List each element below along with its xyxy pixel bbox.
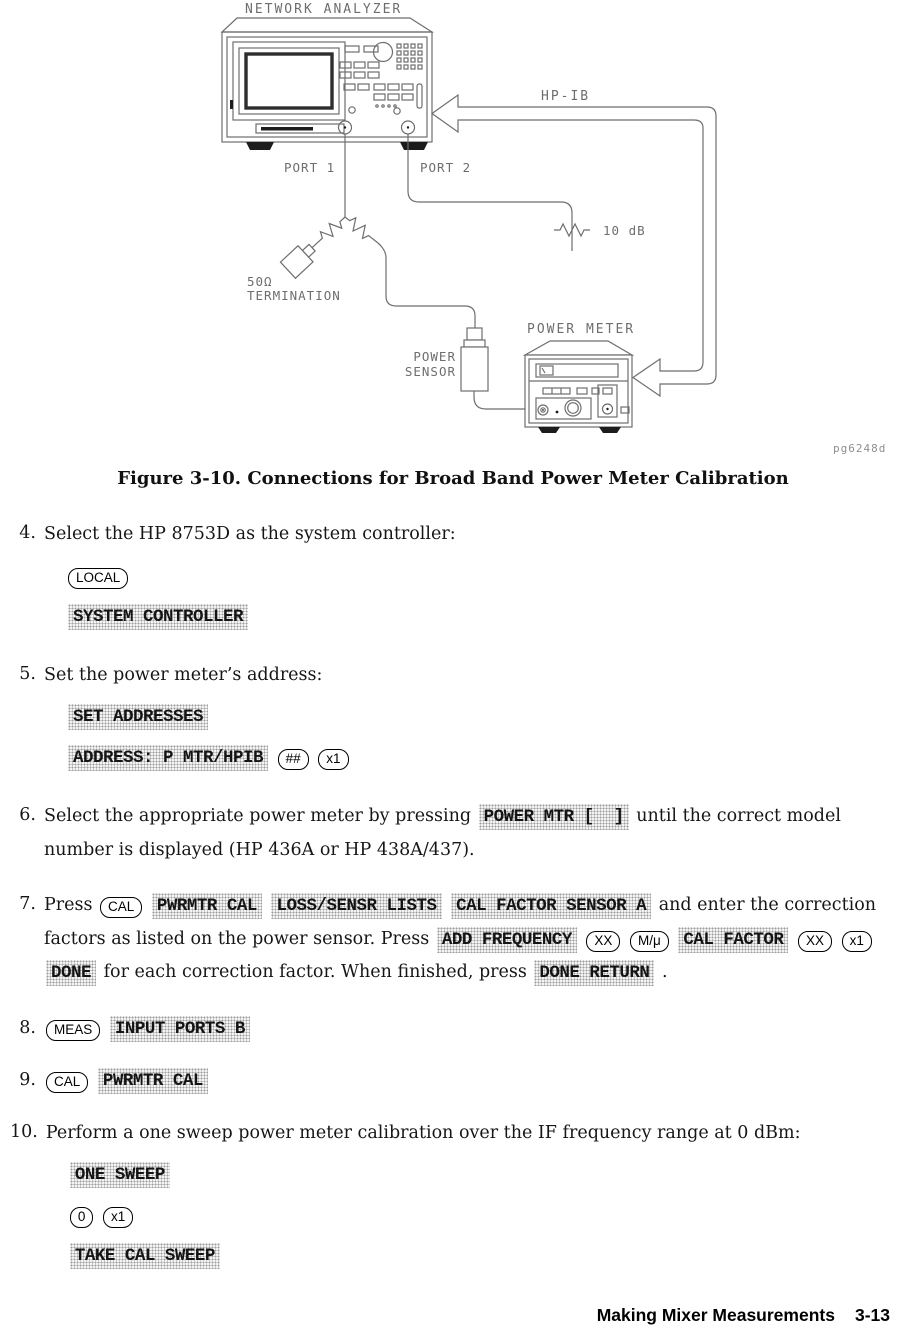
power-sensor-drawing	[461, 328, 488, 391]
hpib-label: HP-IB	[541, 89, 591, 104]
step-body	[44, 518, 896, 642]
step-item	[10, 889, 896, 996]
termination-label-ohms: 50Ω	[247, 274, 273, 289]
procedure-steps	[10, 518, 896, 1298]
text-run: until the correct model number is displayed (HP 436A or HP 438A/437).	[44, 806, 841, 860]
page-footer	[597, 1305, 890, 1326]
step-body	[44, 889, 896, 996]
softkey-label: CAL FACTOR SENSOR A	[451, 893, 651, 919]
power-meter-label: POWER METER	[527, 322, 636, 337]
softkey-label: TAKE CAL SWEEP	[70, 1243, 220, 1269]
text-run: and enter the correction factors as listed on the power sensor. Press	[44, 895, 877, 949]
step-paragraph	[44, 889, 896, 990]
step-number: 5.	[19, 663, 36, 684]
text-run	[264, 895, 270, 915]
step-item	[10, 800, 896, 872]
step-body	[44, 659, 896, 784]
diagram-canvas	[0, 0, 906, 462]
key-line	[44, 1013, 896, 1044]
softkey-label: INPUT PORTS B	[110, 1016, 250, 1042]
text-run: for each correction factor. When finished, press	[98, 962, 533, 982]
step-item	[10, 1117, 896, 1282]
softkey-label: ADD FREQUENCY	[437, 927, 577, 953]
footer-page-number: 3-13	[854, 1305, 890, 1325]
network-analyzer-drawing	[222, 18, 432, 150]
softkey-label: PWRMTR CAL	[152, 893, 262, 919]
step-body	[44, 800, 896, 872]
port1-connector	[339, 121, 352, 134]
step-body	[44, 1013, 896, 1048]
hardkey-label: MEAS	[46, 1020, 100, 1041]
plot-code-label: pg6248d	[833, 442, 887, 455]
step-paragraph	[46, 1117, 896, 1150]
step-item	[10, 659, 896, 784]
key-line	[66, 601, 896, 632]
softkey-label: SYSTEM CONTROLLER	[68, 604, 248, 630]
text-run	[270, 747, 276, 767]
softkey-label: CAL FACTOR	[678, 927, 788, 953]
text-run: Select the appropriate power meter by pressing	[44, 806, 477, 826]
network-analyzer-label: NETWORK ANALYZER	[245, 2, 403, 17]
text-run	[444, 895, 450, 915]
step-number: 9.	[19, 1069, 36, 1090]
softkey-label: ADDRESS: P MTR/HPIB	[68, 745, 268, 771]
hardkey-label: x1	[318, 749, 348, 770]
hardkey-label: ##	[278, 749, 309, 770]
text-run	[790, 929, 796, 949]
text-run: Perform a one sweep power meter calibration over the IF frequency range at 0 dBm:	[45, 1122, 801, 1143]
hardkey-label: M/μ	[630, 931, 669, 952]
softkey-label: POWER MTR [ ]	[479, 804, 629, 830]
figure-connections-diagram	[0, 0, 906, 462]
text-run	[144, 895, 150, 915]
hardkey-label: XX	[586, 931, 620, 952]
hardkey-label: CAL	[100, 897, 142, 918]
key-line	[44, 1065, 896, 1096]
text-run: .	[656, 962, 668, 982]
sensor-cable	[378, 243, 538, 409]
key-line	[66, 561, 896, 591]
step-number: 10.	[10, 1121, 38, 1142]
text-run	[834, 929, 840, 949]
termination-label-text: TERMINATION	[247, 288, 341, 303]
port2-cable	[408, 134, 590, 251]
port2-connector	[402, 121, 415, 134]
port1-cable	[280, 134, 381, 278]
attenuator-label: 10 dB	[603, 223, 646, 238]
figure-caption: Figure 3-10. Connections for Broad Band Power Meter Calibration	[117, 468, 789, 489]
analyzer-keypad	[340, 43, 422, 115]
port2-label: PORT 2	[420, 160, 472, 175]
step-item	[10, 1065, 896, 1100]
port1-label: PORT 1	[284, 160, 336, 175]
sensor-label-line2: SENSOR	[404, 364, 456, 379]
step-paragraph	[44, 659, 896, 692]
step-paragraph	[44, 800, 896, 866]
text-run: Press	[44, 895, 99, 915]
step-body	[46, 1117, 896, 1282]
hardkey-label: CAL	[46, 1072, 88, 1093]
hardkey-label: x1	[842, 931, 872, 952]
softkey-label: DONE RETURN	[534, 960, 654, 986]
softkey-label: SET ADDRESSES	[68, 704, 208, 730]
power-meter-drawing	[525, 341, 632, 433]
softkey-label: PWRMTR CAL	[98, 1068, 208, 1094]
key-line	[66, 701, 896, 732]
step-paragraph	[44, 518, 896, 551]
text-run	[579, 929, 585, 949]
text-run	[311, 747, 317, 767]
text-run: Select the HP 8753D as the system controller:	[44, 524, 456, 544]
key-line	[66, 742, 896, 773]
text-run	[671, 929, 677, 949]
softkey-label: ONE SWEEP	[70, 1162, 170, 1188]
key-line	[68, 1240, 896, 1271]
hardkey-label: LOCAL	[68, 568, 128, 589]
key-line	[68, 1200, 896, 1230]
softkey-label: LOSS/SENSR LISTS	[271, 893, 441, 919]
key-line	[68, 1159, 896, 1190]
text-run: Set the power meter’s address:	[44, 664, 323, 685]
hardkey-label: XX	[798, 931, 832, 952]
text-run	[90, 1070, 96, 1090]
step-number: 4.	[19, 523, 36, 543]
step-item	[10, 518, 896, 642]
softkey-label: DONE	[46, 960, 96, 986]
step-item	[10, 1013, 896, 1048]
footer-section-title: Making Mixer Measurements	[596, 1305, 835, 1325]
step-body	[44, 1065, 896, 1100]
hardkey-label: 0	[70, 1207, 94, 1228]
text-run	[102, 1018, 108, 1038]
text-run	[622, 929, 628, 949]
sensor-label-line1: POWER	[413, 349, 456, 364]
step-number: 8.	[19, 1017, 36, 1038]
step-number: 7.	[19, 894, 36, 914]
step-number: 6.	[19, 805, 36, 825]
hardkey-label: x1	[103, 1207, 133, 1228]
text-run	[95, 1205, 101, 1225]
